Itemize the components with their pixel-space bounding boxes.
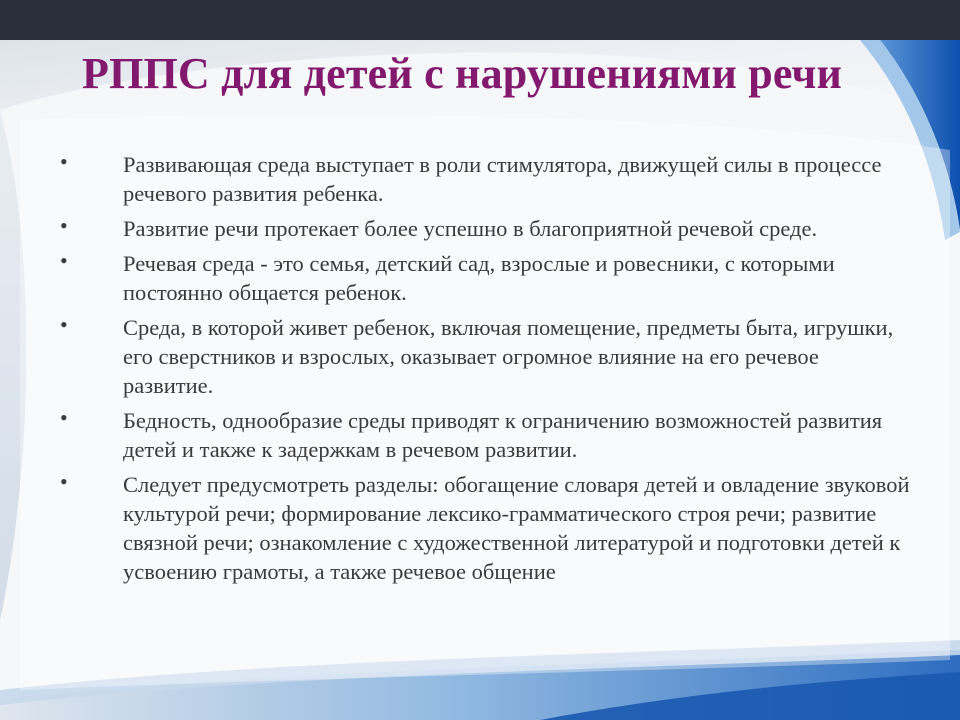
list-item (60, 249, 920, 307)
list-item (60, 313, 920, 400)
bullet-text: Среда, в которой живет ребенок, включая помещение, предметы быта, игрушки, его сверстников и взрослых, оказывает огромное влияние на его речевое развитие. (123, 315, 894, 398)
bullet-marker: • (60, 405, 68, 430)
bullet-text: Развивающая среда выступает в роли стимулятора, движущей силы в процессе речевого развития ребенка. (123, 152, 882, 206)
slide-title: РППС для детей с нарушениями речи (82, 49, 843, 98)
list-item (60, 406, 920, 464)
bullet-text: Развитие речи протекает более успешно в благоприятной речевой среде. (123, 216, 818, 241)
list-item (60, 214, 920, 243)
list-item (60, 150, 920, 208)
bullet-text: Речевая среда - это семья, детский сад, взрослые и ровесники, с которыми постоянно общается ребенок. (123, 251, 835, 305)
bullet-text: Бедность, однообразие среды приводят к ограничению возможностей развития детей и также к задержкам в речевом развитии. (123, 408, 883, 462)
list-item (60, 470, 920, 586)
bullet-marker: • (60, 149, 68, 174)
bullet-list (60, 150, 920, 592)
bullet-marker: • (60, 213, 68, 238)
bullet-marker: • (60, 312, 68, 337)
bullet-text: Следует предусмотреть разделы: обогащение словаря детей и овладение звуковой культурой речи; формирование лексико-грамматического строя речи; развитие связной речи; ознакомление с художественной литературой и подготовки детей к усвоению грамоты, а также речевое общение (123, 472, 910, 584)
bullet-marker: • (60, 248, 68, 273)
bullet-marker: • (60, 469, 68, 494)
